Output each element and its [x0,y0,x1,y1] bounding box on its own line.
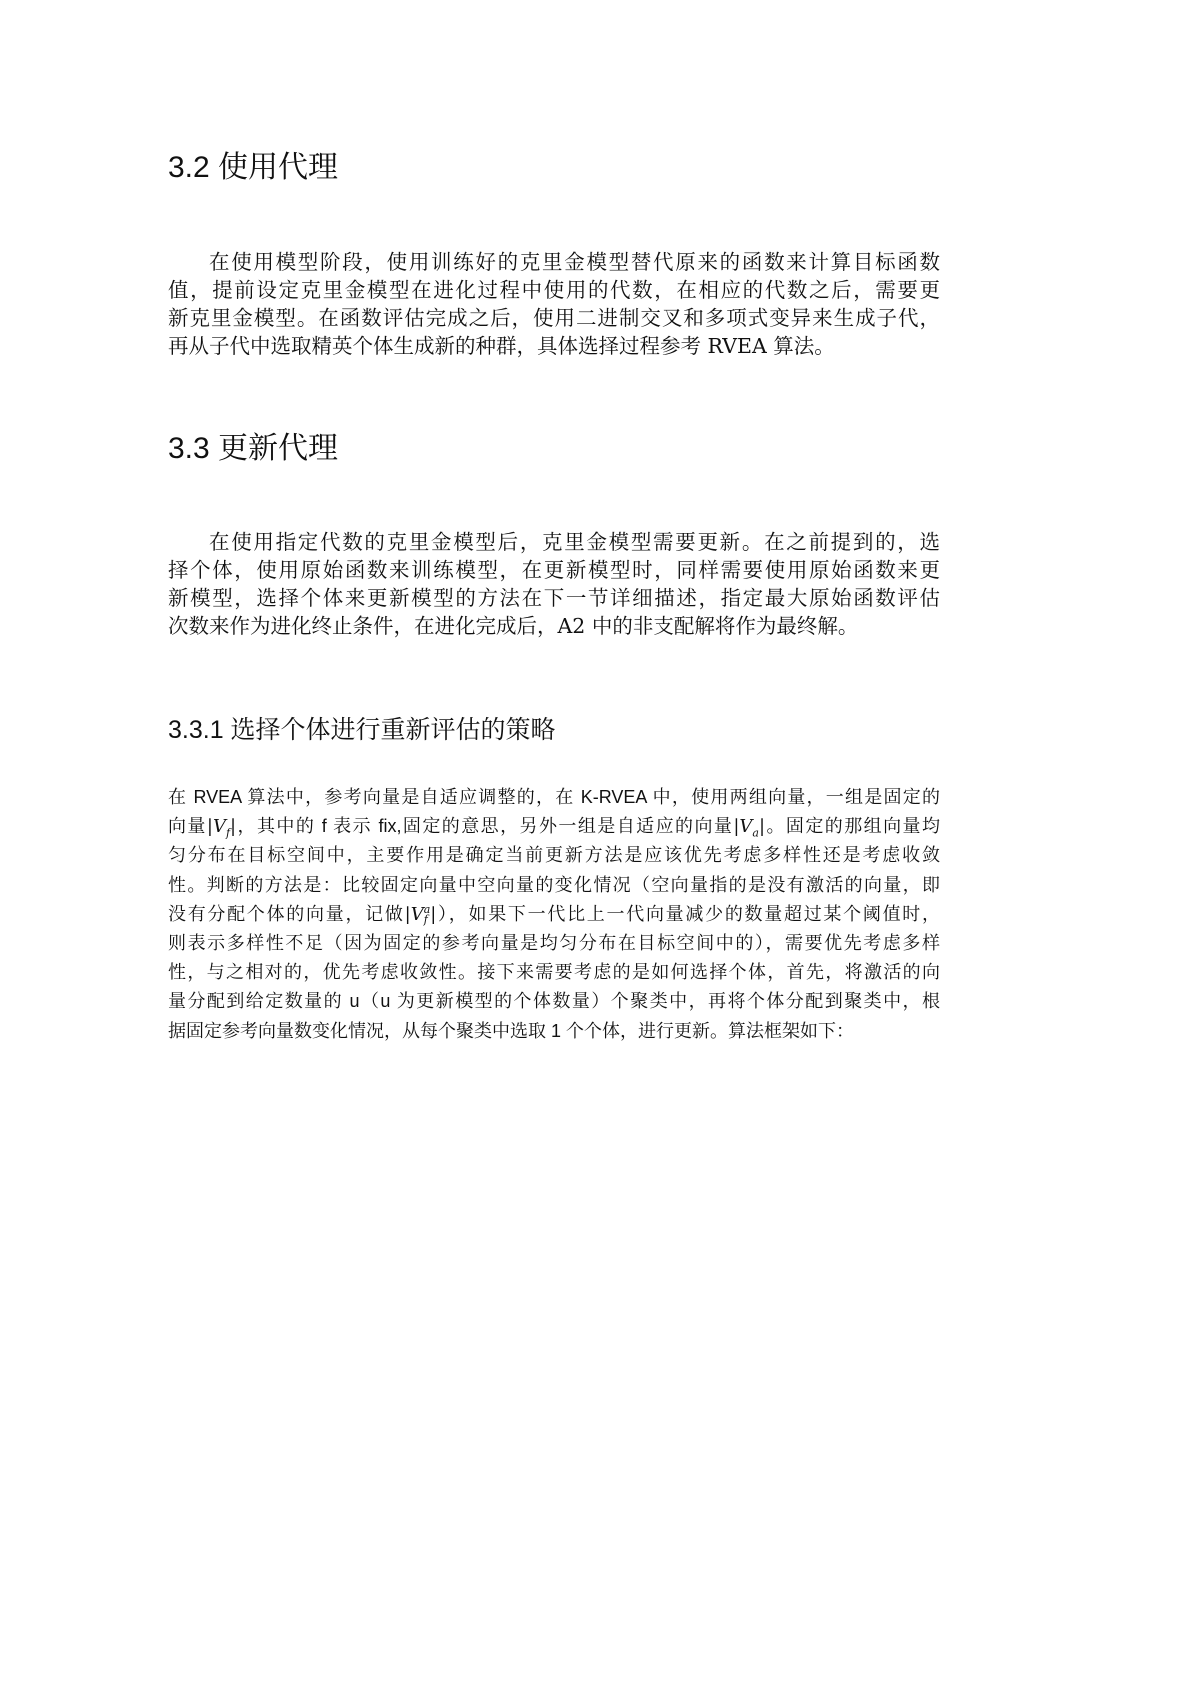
section-heading-3-3: 3.3 更新代理 [168,432,339,465]
text-line: 值，提前设定克里金模型在进化过程中使用的代数，在相应的代数之后，需要更 [168,278,940,302]
math-vfa: |V a f | [404,902,437,926]
text-line: 新模型，选择个体来更新模型的方法在下一节详细描述，指定最大原始函数评估 [168,586,940,610]
text-line: 在使用模型阶段，使用训练好的克里金模型替代原来的函数来计算目标函数 [209,250,940,274]
section-heading-3-2: 3.2 使用代理 [168,151,339,184]
text-line [168,900,940,929]
text-line: 性，与之相对的，优先考虑收敛性。接下来需要考虑的是如何选择个体，首先，将激活的向 [168,962,940,983]
math-va: $|V_a|$ [733,816,766,840]
text-segment: ），如果下一代比上一代向量减少的数量超过某个阈值时， [436,903,941,924]
text-segment: 。固定的那组向量均 [765,816,940,837]
text-line: 量分配到给定数量的 u（u 为更新模型的个体数量）个聚类中，再将个体分配到聚类中，根 [168,991,940,1012]
text-line: 在 RVEA 算法中，参考向量是自适应调整的，在 K-RVEA 中，使用两组向量，一组是固定的 [168,787,940,807]
paragraph-selection-strategy [168,783,940,1046]
text-segment: ，其中的 f 表示 fix,固定的意思，另外一组是自适应的向量 [236,816,734,837]
math-vf: $|V_f|$ [206,816,237,840]
text-line: 据固定参考向量数变化情况，从每个聚类中选取 1 个个体，进行更新。算法框架如下： [168,1020,855,1041]
section-heading-3-3-1: 3.3.1 选择个体进行重新评估的策略 [168,716,556,744]
text-segment: 没有分配个体的向量，记做 [168,903,405,924]
text-segment: 向量 [168,816,207,837]
text-line: 新克里金模型。在函数评估完成之后，使用二进制交叉和多项式变异来生成子代， [168,306,940,330]
paragraph-use-surrogate [168,248,940,360]
text-line [168,812,940,841]
text-line: 再从子代中选取精英个体生成新的种群，具体选择过程参考 RVEA 算法。 [168,334,835,358]
text-line: 次数来作为进化终止条件，在进化完成后，A2 中的非支配解将作为最终解。 [168,614,859,638]
text-line: 择个体，使用原始函数来训练模型，在更新模型时，同样需要使用原始函数来更 [168,558,940,582]
text-line: 在使用指定代数的克里金模型后，克里金模型需要更新。在之前提到的，选 [209,530,940,554]
text-line: 匀分布在目标空间中，主要作用是确定当前更新方法是应该优先考虑多样性还是考虑收敛 [168,845,940,866]
text-line: 则表示多样性不足（因为固定的参考向量是均匀分布在目标空间中的），需要优先考虑多样 [168,932,940,953]
paragraph-update-surrogate [168,528,940,640]
text-line: 性。判断的方法是：比较固定向量中空向量的变化情况（空向量指的是没有激活的向量，即 [168,874,940,895]
